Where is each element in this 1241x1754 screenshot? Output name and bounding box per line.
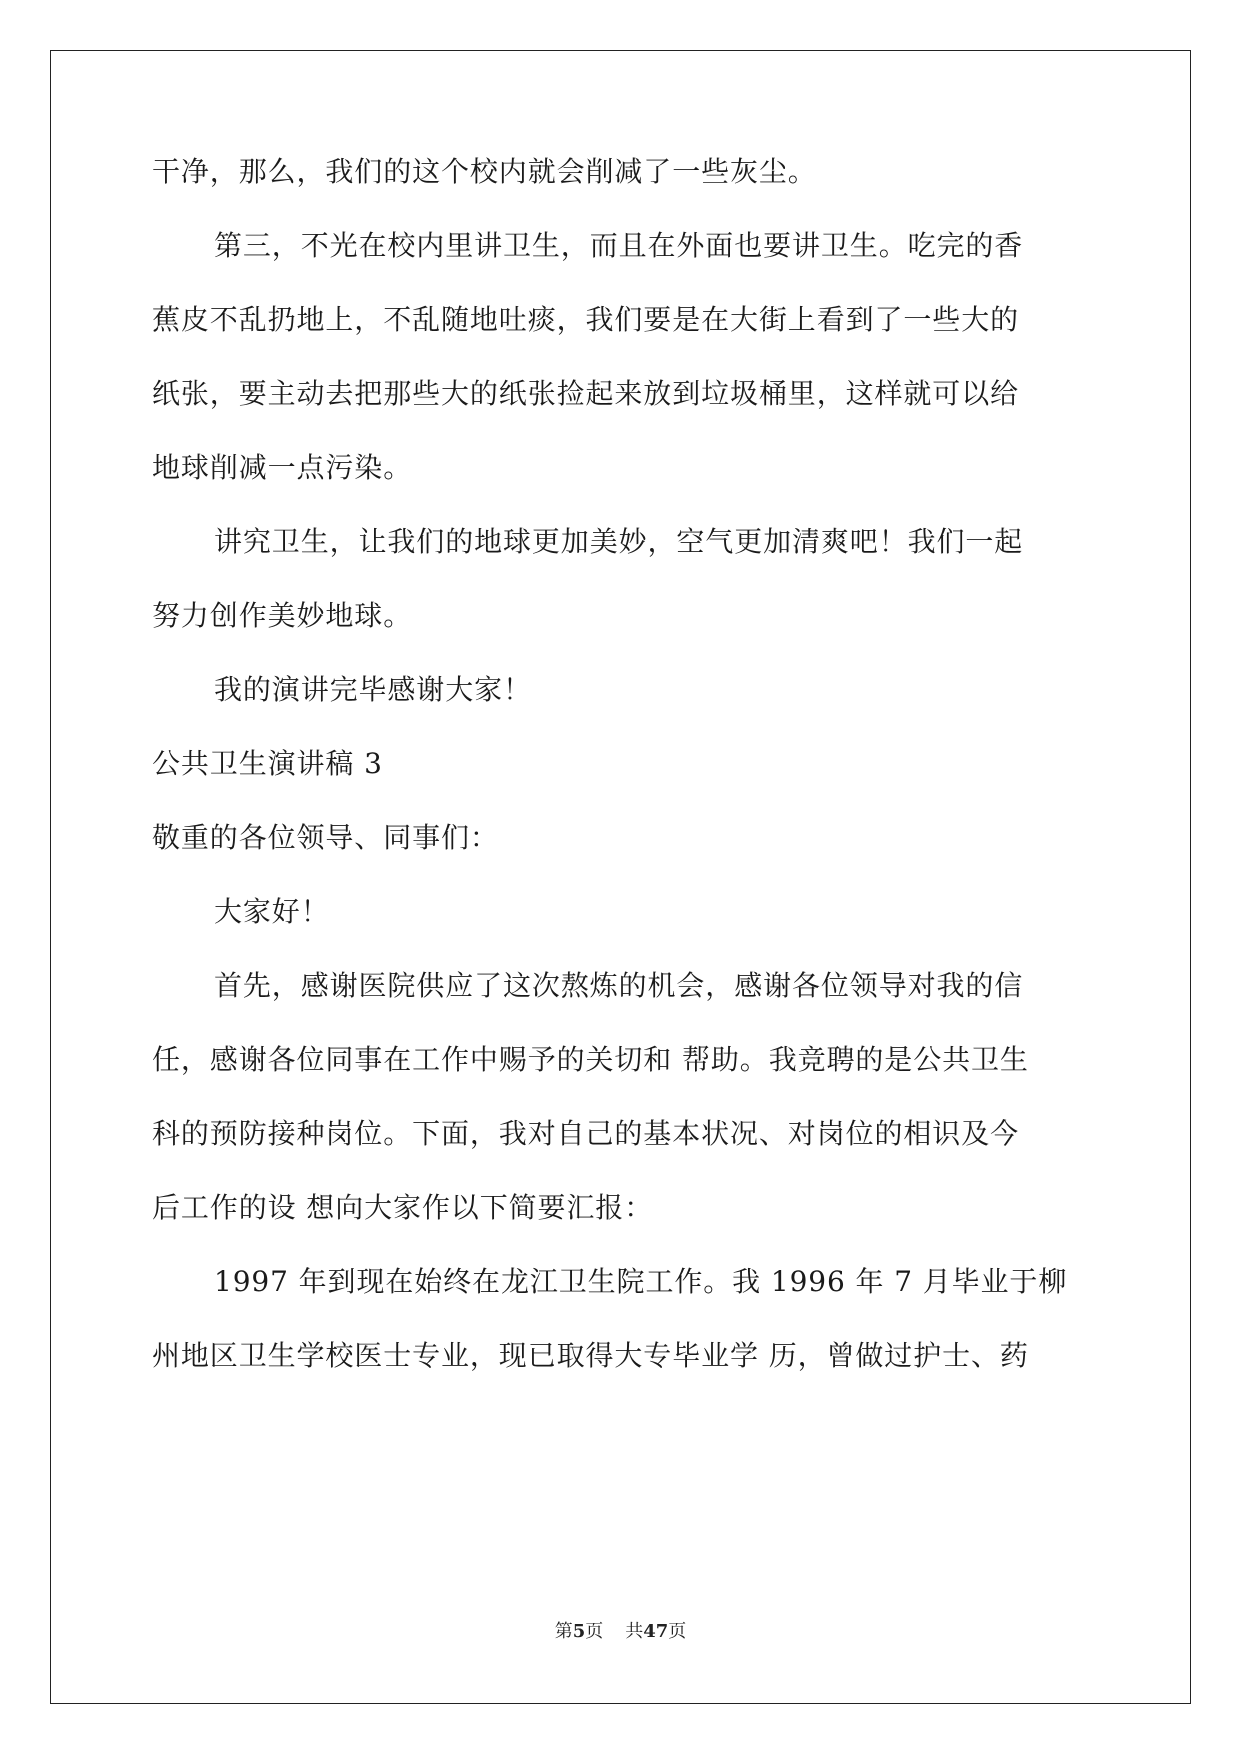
footer-page-suffix: 页 bbox=[585, 1621, 604, 1642]
body-line: 干净，那么，我们的这个校内就会削减了一些灰尘。 bbox=[152, 155, 817, 188]
footer-page-prefix: 第 bbox=[554, 1621, 573, 1642]
body-line: 讲究卫生，让我们的地球更加美妙，空气更加清爽吧！我们一起 bbox=[214, 525, 1024, 558]
body-line: 州地区卫生学校医士专业，现已取得大专毕业学 历，曾做过护士、药 bbox=[152, 1339, 1029, 1372]
body-line: 第三，不光在校内里讲卫生，而且在外面也要讲卫生。吃完的香 bbox=[214, 229, 1024, 262]
greeting: 大家好！ bbox=[214, 895, 330, 928]
body-line: 蕉皮不乱扔地上，不乱随地吐痰，我们要是在大街上看到了一些大的 bbox=[152, 303, 1020, 336]
body-line: 科的预防接种岗位。下面，我对自己的基本状况、对岗位的相识及今 bbox=[152, 1117, 1020, 1150]
body-line: 任，感谢各位同事在工作中赐予的关切和 帮助。我竞聘的是公共卫生 bbox=[152, 1043, 1029, 1076]
body-line: 后工作的设 想向大家作以下简要汇报： bbox=[152, 1191, 654, 1224]
section-heading: 公共卫生演讲稿 3 bbox=[152, 747, 383, 780]
body-line: 首先，感谢医院供应了这次熬炼的机会，感谢各位领导对我的信 bbox=[214, 969, 1024, 1002]
body-line: 我的演讲完毕感谢大家！ bbox=[214, 673, 532, 706]
footer-total-prefix: 共 bbox=[625, 1621, 644, 1642]
body-line: 纸张，要主动去把那些大的纸张捡起来放到垃圾桶里，这样就可以给 bbox=[152, 377, 1020, 410]
body-line: 地球削减一点污染。 bbox=[152, 451, 413, 484]
page-footer bbox=[0, 1620, 1241, 1644]
footer-total-suffix: 页 bbox=[668, 1621, 687, 1642]
footer-page-number: 5 bbox=[572, 1621, 586, 1642]
body-line: 1997 年到现在始终在龙江卫生院工作。我 1996 年 7 月毕业于柳 bbox=[214, 1265, 1068, 1298]
body-line: 努力创作美妙地球。 bbox=[152, 599, 413, 632]
page-border bbox=[50, 50, 1191, 1704]
salutation: 敬重的各位领导、同事们： bbox=[152, 821, 499, 854]
footer-total-pages: 47 bbox=[643, 1621, 669, 1642]
